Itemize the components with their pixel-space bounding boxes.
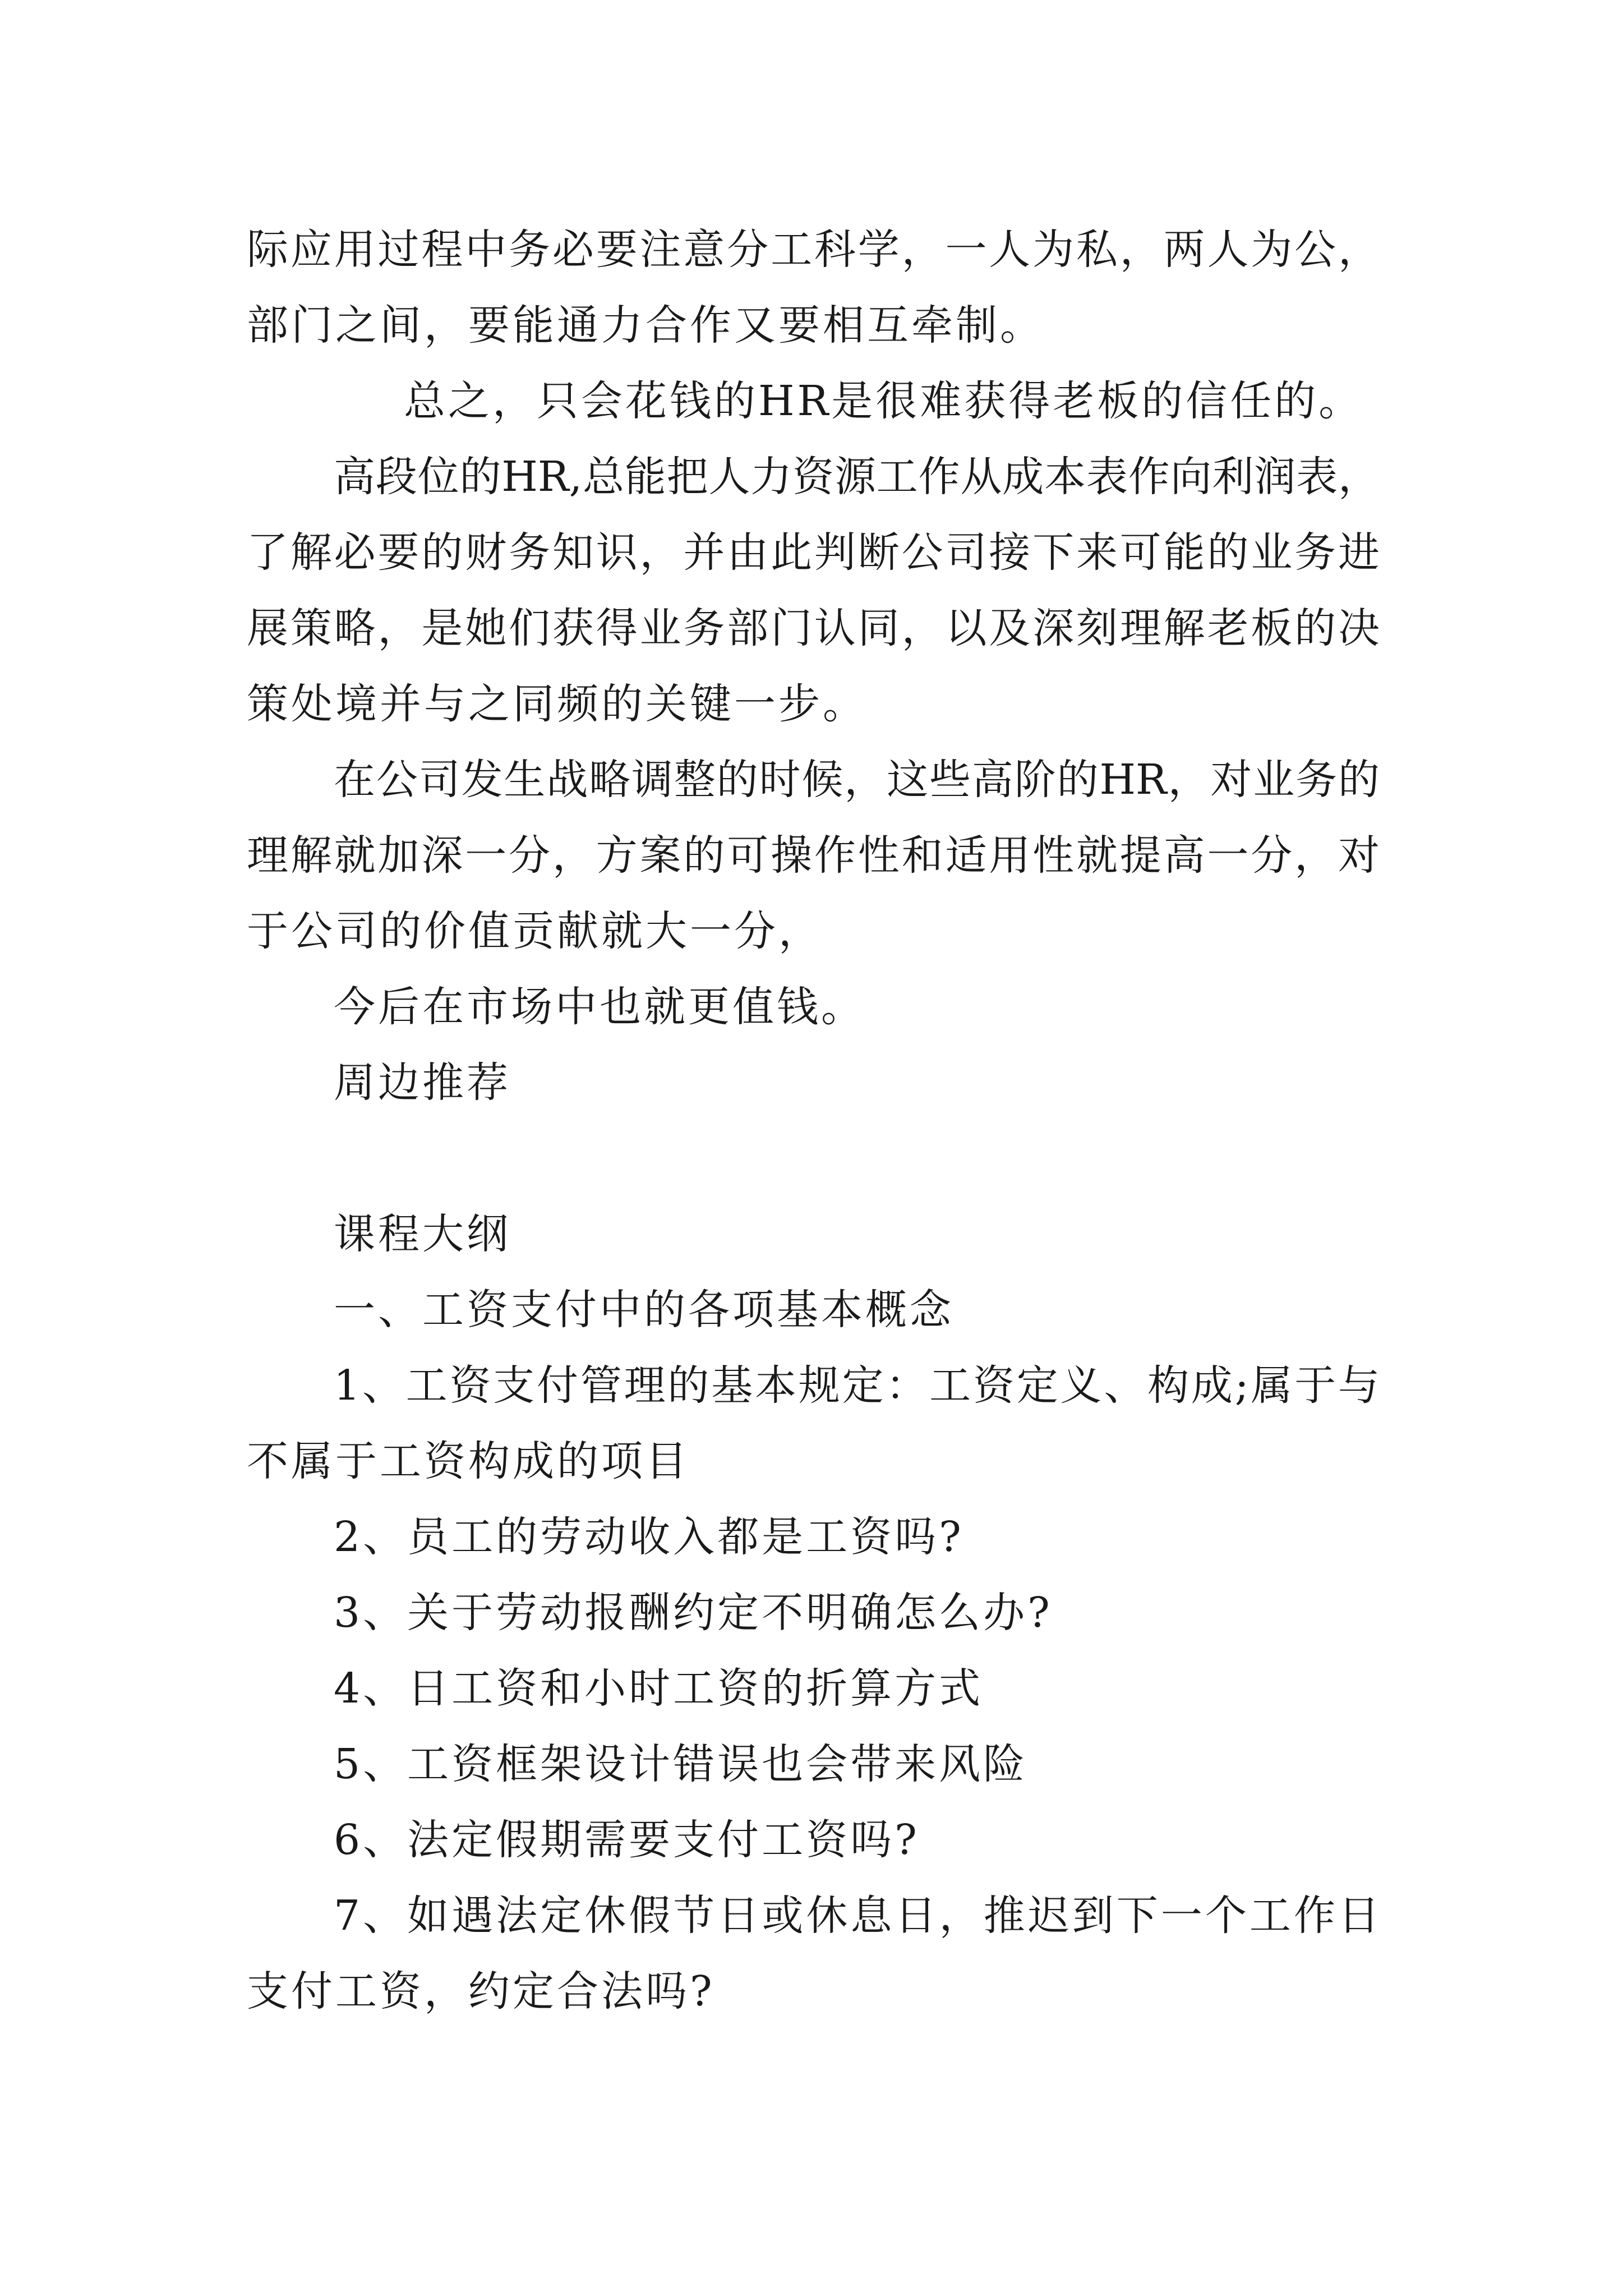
list-item-continuation: 支付工资，约定合法吗? <box>247 1967 715 2016</box>
text-line: 今后在市场中也就更值钱。 <box>334 983 865 1031</box>
text-line: 于公司的价值贡献就大一分， <box>247 907 823 955</box>
list-item: 6、法定假期需要支付工资吗? <box>334 1816 920 1864</box>
list-item: 4、日工资和小时工资的折算方式 <box>334 1664 984 1713</box>
text-line: 际应用过程中务必要注意分工科学，一人为私，两人为公， <box>247 226 1380 274</box>
text-line: 总之，只会花钱的HR是很难获得老板的信任的。 <box>404 377 1363 425</box>
text-line: 展策略，是她们获得业务部门认同，以及深刻理解老板的决 <box>247 604 1380 652</box>
section-heading: 周边推荐 <box>334 1059 511 1107</box>
list-item: 5、工资框架设计错误也会带来风险 <box>334 1740 1028 1788</box>
text-line: 高段位的HR,总能把人力资源工作从成本表作向利润表， <box>334 453 1380 501</box>
text-line: 策处境并与之同频的关键一步。 <box>247 680 867 728</box>
list-item: 3、关于劳动报酬约定不明确怎么办? <box>334 1589 1053 1637</box>
list-item: 2、员工的劳动收入都是工资吗? <box>334 1513 964 1561</box>
text-line: 在公司发生战略调整的时候，这些高阶的HR，对业务的 <box>334 756 1380 804</box>
list-heading: 一、工资支付中的各项基本概念 <box>334 1286 954 1334</box>
text-line: 理解就加深一分，方案的可操作性和适用性就提高一分，对 <box>247 831 1380 880</box>
text-line: 部门之间，要能通力合作又要相互牵制。 <box>247 301 1044 349</box>
section-heading: 课程大纲 <box>334 1210 511 1258</box>
list-item: 7、如遇法定休假节日或休息日，推迟到下一个工作日 <box>334 1892 1380 1940</box>
list-item-continuation: 不属于工资构成的项目 <box>247 1437 690 1485</box>
text-line: 了解必要的财务知识，并由此判断公司接下来可能的业务进 <box>247 528 1380 577</box>
list-item: 1、工资支付管理的基本规定：工资定义、构成;属于与 <box>334 1361 1380 1410</box>
